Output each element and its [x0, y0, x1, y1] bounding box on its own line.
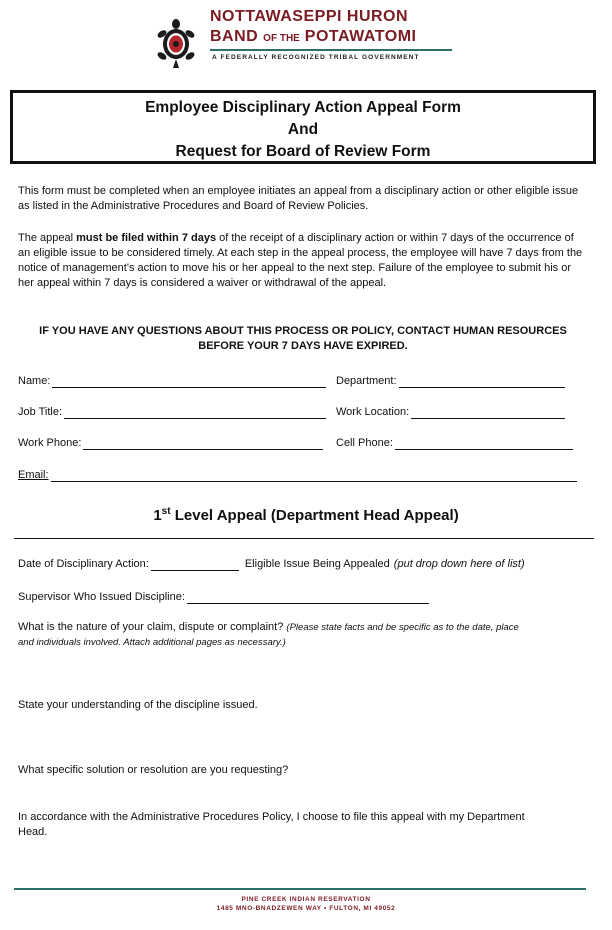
nature-hint-2: and individuals involved. Attach additional pages as necessary.): [18, 637, 286, 648]
org-name-line2: [210, 28, 416, 46]
work-location-field[interactable]: [336, 405, 565, 419]
hr-notice-line1: IF YOU HAVE ANY QUESTIONS ABOUT THIS PROCESS OR POLICY, CONTACT HUMAN RESOURCES: [39, 325, 567, 337]
deadline-paragraph: [18, 231, 588, 291]
nature-question: [18, 620, 588, 650]
form-title-line3: Request for Board of Review Form: [175, 143, 431, 160]
form-title-line2: And: [287, 121, 319, 138]
hr-notice: [18, 324, 588, 354]
work-location-input-line[interactable]: [411, 406, 565, 419]
footer-reservation: PINE CREEK INDIAN RESERVATION: [241, 896, 371, 903]
job-title-label: Job Title:: [18, 406, 63, 418]
deadline-bold: must be filed within 7 days: [76, 232, 217, 244]
org-tagline: A FEDERALLY RECOGNIZED TRIBAL GOVERNMENT: [212, 54, 420, 61]
footer-divider: [14, 888, 586, 890]
section-title-rest: Level Appeal (Department Head Appeal): [170, 507, 459, 524]
deadline-start: The appeal: [18, 232, 77, 244]
supervisor-label: Supervisor Who Issued Discipline:: [18, 591, 185, 603]
date-of-action-input-line[interactable]: [151, 558, 239, 571]
email-field[interactable]: [18, 468, 577, 482]
accordance-line1: In accordance with the Administrative Procedures Policy, I choose to file this appeal with my Department: [18, 811, 525, 823]
date-of-action-label: Date of Disciplinary Action:: [18, 558, 149, 570]
accordance-line2: Head.: [18, 826, 48, 838]
work-phone-input-line[interactable]: [83, 437, 323, 450]
eligible-issue-hint: (put drop down here of list): [393, 558, 525, 570]
org-name-of-the: OF THE: [263, 33, 300, 44]
section-divider: [14, 538, 594, 539]
department-input-line[interactable]: [399, 375, 565, 388]
section-title-superscript: st: [161, 506, 171, 517]
job-title-field[interactable]: [18, 405, 326, 419]
eligible-issue-label: Eligible Issue Being Appealed: [244, 558, 390, 570]
work-phone-field[interactable]: [18, 436, 323, 450]
form-title-box: [10, 90, 596, 164]
name-input-line[interactable]: [52, 375, 326, 388]
work-phone-label: Work Phone:: [18, 437, 82, 449]
org-name-potawatomi: POTAWATOMI: [304, 28, 417, 45]
date-of-action-field[interactable]: [18, 557, 525, 571]
understanding-question: State your understanding of the discipline issued.: [18, 699, 258, 711]
org-divider: [210, 49, 452, 51]
intro-paragraph: This form must be completed when an employee initiates an appeal from a disciplinary action or other eligible issue as listed in the Administrative Procedures and Board of Review Policies.: [18, 185, 579, 212]
section-title-number: 1: [153, 507, 162, 524]
supervisor-input-line[interactable]: [187, 591, 429, 604]
hr-notice-line2: BEFORE YOUR 7 DAYS HAVE EXPIRED.: [198, 340, 408, 352]
job-title-input-line[interactable]: [64, 406, 326, 419]
department-label: Department:: [336, 375, 397, 387]
cell-phone-input-line[interactable]: [395, 437, 573, 450]
org-name-line1: NOTTAWASEPPI HURON: [210, 8, 409, 25]
solution-question: What specific solution or resolution are you requesting?: [18, 764, 289, 776]
accordance-statement: [18, 810, 598, 840]
name-label: Name:: [18, 375, 51, 387]
org-name-band: BAND: [210, 28, 259, 45]
section-title-first-level: [0, 506, 612, 524]
turtle-seal-icon: [146, 12, 206, 72]
email-label: Email:: [18, 469, 49, 481]
nature-question-text: What is the nature of your claim, dispute or complaint?: [18, 621, 284, 633]
work-location-label: Work Location:: [336, 406, 410, 418]
cell-phone-field[interactable]: [336, 436, 573, 450]
nature-hint-1: (Please state facts and be specific as to the date, place: [286, 622, 519, 633]
department-field[interactable]: [336, 374, 565, 388]
form-title-line1: Employee Disciplinary Action Appeal Form: [145, 99, 461, 116]
supervisor-field[interactable]: [18, 590, 429, 604]
name-field[interactable]: [18, 374, 326, 388]
deadline-rest: of the receipt of a disciplinary action or within 7 days of the occurrence of an eligible issue to be considered timely. At each step in the appeal process, the employee will have 7 days from the notice of management's action to move his or her appeal to the next step. Failure of the employee to submit his or her appeal within 7 days is considered a waiver or withdrawal of the appeal.: [18, 232, 583, 289]
email-input-line[interactable]: [51, 469, 577, 482]
cell-phone-label: Cell Phone:: [336, 437, 393, 449]
footer-address: 1485 MNO-BNADZEWEN WAY • FULTON, MI 49052: [216, 905, 396, 912]
